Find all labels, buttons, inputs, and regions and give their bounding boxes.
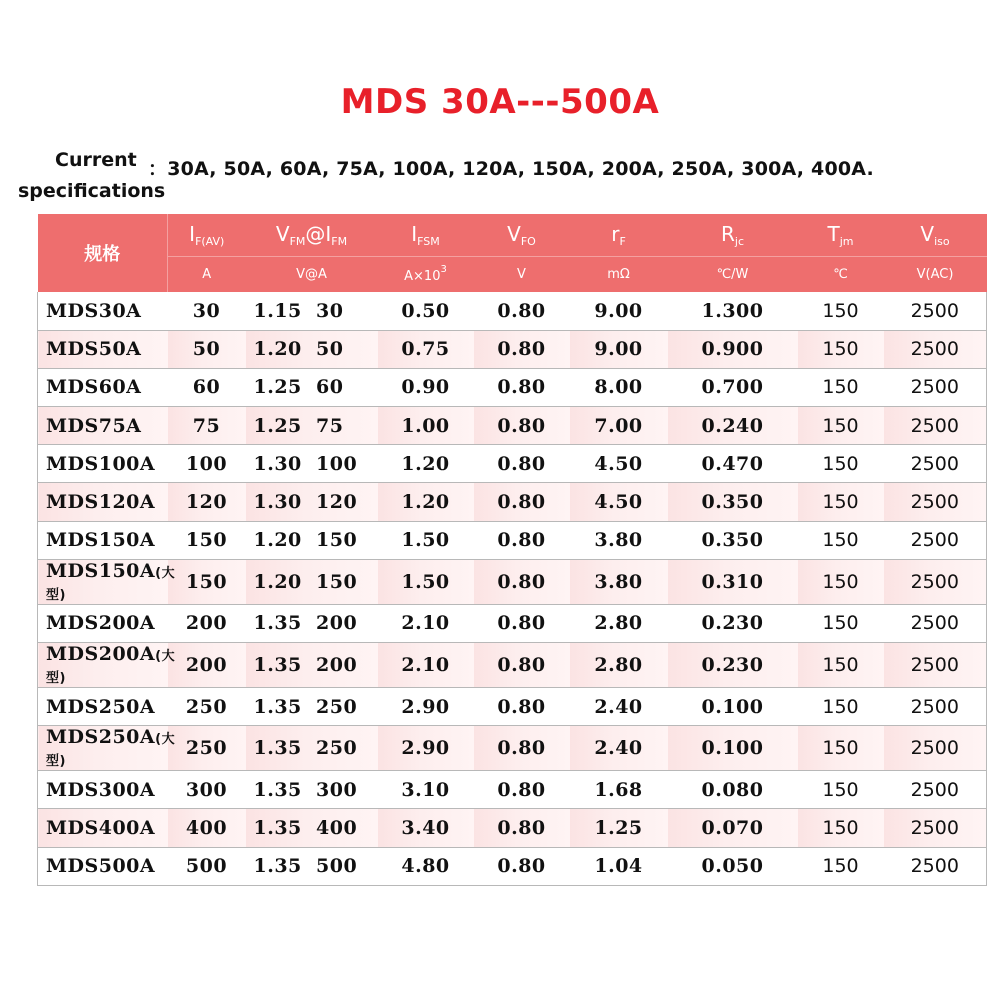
table-row [38, 771, 987, 809]
cell-vfo: 0.80 [474, 368, 570, 406]
cell-vfm: 1.35 200 [246, 604, 378, 642]
cell-ifsm: 4.80 [378, 847, 474, 885]
cell-ifsm: 2.90 [378, 726, 474, 771]
cell-vfm: 1.25 75 [246, 407, 378, 445]
cell-tjm: 150 [798, 292, 884, 330]
cell-rf: 4.50 [570, 445, 668, 483]
table-row [38, 445, 987, 483]
cell-ifsm: 0.75 [378, 330, 474, 368]
cell-rf: 2.80 [570, 643, 668, 688]
cell-if: 120 [168, 483, 246, 521]
unit-vfo: V [474, 256, 570, 292]
cell-if: 250 [168, 688, 246, 726]
cell-rf: 8.00 [570, 368, 668, 406]
table-row [38, 407, 987, 445]
cell-viso: 2500 [884, 809, 987, 847]
header-tjm: $T_{jm}$ [798, 214, 884, 256]
cell-rf: 9.00 [570, 330, 668, 368]
cell-if: 500 [168, 847, 246, 885]
cell-model: MDS300A [38, 771, 168, 809]
cell-viso: 2500 [884, 847, 987, 885]
cell-rjc: 0.470 [668, 445, 798, 483]
table-row [38, 847, 987, 885]
cell-vfo: 0.80 [474, 330, 570, 368]
cell-if: 150 [168, 559, 246, 604]
cell-model: MDS500A [38, 847, 168, 885]
cell-model: MDS150A [38, 521, 168, 559]
cell-rjc: 0.350 [668, 521, 798, 559]
table-row [38, 559, 987, 604]
cell-viso: 2500 [884, 368, 987, 406]
cell-vfm: 1.20 50 [246, 330, 378, 368]
cell-tjm: 150 [798, 809, 884, 847]
cell-ifsm: 3.40 [378, 809, 474, 847]
cell-viso: 2500 [884, 521, 987, 559]
cell-ifsm: 2.10 [378, 604, 474, 642]
unit-vfm-ifm: V@A [246, 256, 378, 292]
cell-vfo: 0.80 [474, 726, 570, 771]
cell-vfm: 1.25 60 [246, 368, 378, 406]
cell-model: MDS200A(大型) [38, 643, 168, 688]
cell-rjc: 0.900 [668, 330, 798, 368]
table-row [38, 604, 987, 642]
cell-vfo: 0.80 [474, 292, 570, 330]
cell-rjc: 0.310 [668, 559, 798, 604]
table-row [38, 726, 987, 771]
cell-if: 75 [168, 407, 246, 445]
cell-viso: 2500 [884, 559, 987, 604]
cell-rjc: 0.070 [668, 809, 798, 847]
cell-rf: 1.25 [570, 809, 668, 847]
cell-rjc: 0.350 [668, 483, 798, 521]
cell-ifsm: 3.10 [378, 771, 474, 809]
cell-tjm: 150 [798, 643, 884, 688]
cell-rf: 3.80 [570, 559, 668, 604]
cell-viso: 2500 [884, 445, 987, 483]
table-row [38, 330, 987, 368]
cell-viso: 2500 [884, 330, 987, 368]
cell-vfo: 0.80 [474, 643, 570, 688]
cell-model: MDS100A [38, 445, 168, 483]
cell-rjc: 0.240 [668, 407, 798, 445]
cell-model: MDS150A(大型) [38, 559, 168, 604]
cell-vfm: 1.35 300 [246, 771, 378, 809]
unit-rjc: ℃/W [668, 256, 798, 292]
cell-if: 30 [168, 292, 246, 330]
current-specs-values: ：30A, 50A, 60A, 75A, 100A, 120A, 150A, 200A, 250A, 300A, 400A. [148, 158, 874, 180]
cell-ifsm: 1.00 [378, 407, 474, 445]
cell-viso: 2500 [884, 292, 987, 330]
cell-vfm: 1.35 250 [246, 726, 378, 771]
cell-if: 300 [168, 771, 246, 809]
cell-model: MDS75A [38, 407, 168, 445]
cell-vfo: 0.80 [474, 483, 570, 521]
unit-if-av: A [168, 256, 246, 292]
cell-rjc: 0.230 [668, 643, 798, 688]
cell-vfo: 0.80 [474, 847, 570, 885]
cell-vfo: 0.80 [474, 771, 570, 809]
header-if-av: $I_{F(AV)}$ [168, 214, 246, 256]
cell-rjc: 0.230 [668, 604, 798, 642]
cell-model: MDS250A [38, 688, 168, 726]
cell-if: 50 [168, 330, 246, 368]
cell-rf: 1.04 [570, 847, 668, 885]
cell-tjm: 150 [798, 483, 884, 521]
header-vfm-ifm: $V_{FM}@I_{FM}$ [246, 214, 378, 256]
cell-ifsm: 1.20 [378, 483, 474, 521]
cell-rjc: 0.080 [668, 771, 798, 809]
cell-vfo: 0.80 [474, 559, 570, 604]
cell-model: MDS200A [38, 604, 168, 642]
spec-table [37, 214, 987, 886]
table-row [38, 368, 987, 406]
cell-ifsm: 0.50 [378, 292, 474, 330]
cell-ifsm: 2.10 [378, 643, 474, 688]
cell-tjm: 150 [798, 726, 884, 771]
cell-ifsm: 1.20 [378, 445, 474, 483]
cell-ifsm: 1.50 [378, 521, 474, 559]
cell-vfo: 0.80 [474, 688, 570, 726]
table-row [38, 292, 987, 330]
cell-tjm: 150 [798, 771, 884, 809]
table-row [38, 643, 987, 688]
cell-rf: 2.40 [570, 688, 668, 726]
cell-rjc: 1.300 [668, 292, 798, 330]
unit-tjm: ℃ [798, 256, 884, 292]
cell-model: MDS50A [38, 330, 168, 368]
cell-vfm: 1.35 400 [246, 809, 378, 847]
cell-tjm: 150 [798, 559, 884, 604]
cell-vfo: 0.80 [474, 407, 570, 445]
header-vfo: $V_{FO}$ [474, 214, 570, 256]
cell-vfo: 0.80 [474, 521, 570, 559]
cell-vfm: 1.15 30 [246, 292, 378, 330]
unit-ifsm: $A\times 10^3$ [378, 256, 474, 292]
page-title: MDS 30A---500A [340, 82, 660, 122]
cell-tjm: 150 [798, 407, 884, 445]
cell-tjm: 150 [798, 368, 884, 406]
cell-vfm: 1.35 200 [246, 643, 378, 688]
cell-model: MDS250A(大型) [38, 726, 168, 771]
cell-if: 60 [168, 368, 246, 406]
cell-tjm: 150 [798, 521, 884, 559]
table-row [38, 688, 987, 726]
cell-if: 200 [168, 604, 246, 642]
cell-rjc: 0.100 [668, 688, 798, 726]
cell-tjm: 150 [798, 688, 884, 726]
cell-rf: 2.80 [570, 604, 668, 642]
cell-rf: 3.80 [570, 521, 668, 559]
cell-model: MDS400A [38, 809, 168, 847]
cell-viso: 2500 [884, 483, 987, 521]
cell-vfo: 0.80 [474, 809, 570, 847]
unit-rf: mΩ [570, 256, 668, 292]
cell-if: 150 [168, 521, 246, 559]
header-row-units [38, 256, 987, 292]
table-row [38, 809, 987, 847]
cell-viso: 2500 [884, 407, 987, 445]
header-row-symbols [38, 214, 987, 256]
table-row [38, 521, 987, 559]
cell-rf: 9.00 [570, 292, 668, 330]
cell-ifsm: 2.90 [378, 688, 474, 726]
cell-ifsm: 1.50 [378, 559, 474, 604]
table-row [38, 483, 987, 521]
cell-vfm: 1.20 150 [246, 559, 378, 604]
cell-model: MDS60A [38, 368, 168, 406]
cell-model: MDS30A [38, 292, 168, 330]
cell-vfm: 1.30 120 [246, 483, 378, 521]
cell-if: 100 [168, 445, 246, 483]
cell-viso: 2500 [884, 688, 987, 726]
cell-rjc: 0.100 [668, 726, 798, 771]
header-rf: $r_F$ [570, 214, 668, 256]
header-ifsm: $I_{FSM}$ [378, 214, 474, 256]
cell-vfm: 1.20 150 [246, 521, 378, 559]
cell-tjm: 150 [798, 445, 884, 483]
unit-viso: V(AC) [884, 256, 987, 292]
current-specs-label: Current [55, 149, 137, 171]
spec-table-body [38, 292, 987, 885]
cell-rf: 1.68 [570, 771, 668, 809]
cell-if: 400 [168, 809, 246, 847]
cell-vfm: 1.30 100 [246, 445, 378, 483]
cell-rf: 4.50 [570, 483, 668, 521]
cell-viso: 2500 [884, 726, 987, 771]
cell-rjc: 0.700 [668, 368, 798, 406]
header-spec: 规格 [38, 214, 168, 292]
cell-rf: 7.00 [570, 407, 668, 445]
cell-rf: 2.40 [570, 726, 668, 771]
cell-vfm: 1.35 500 [246, 847, 378, 885]
cell-tjm: 150 [798, 330, 884, 368]
cell-vfo: 0.80 [474, 604, 570, 642]
header-viso: $V_{iso}$ [884, 214, 987, 256]
cell-tjm: 150 [798, 847, 884, 885]
cell-viso: 2500 [884, 771, 987, 809]
cell-if: 200 [168, 643, 246, 688]
cell-viso: 2500 [884, 604, 987, 642]
cell-ifsm: 0.90 [378, 368, 474, 406]
current-specs-label-line2: specifications [18, 180, 166, 202]
cell-if: 250 [168, 726, 246, 771]
header-rjc: $R_{jc}$ [668, 214, 798, 256]
cell-tjm: 150 [798, 604, 884, 642]
cell-rjc: 0.050 [668, 847, 798, 885]
cell-viso: 2500 [884, 643, 987, 688]
cell-model: MDS120A [38, 483, 168, 521]
cell-vfm: 1.35 250 [246, 688, 378, 726]
cell-vfo: 0.80 [474, 445, 570, 483]
